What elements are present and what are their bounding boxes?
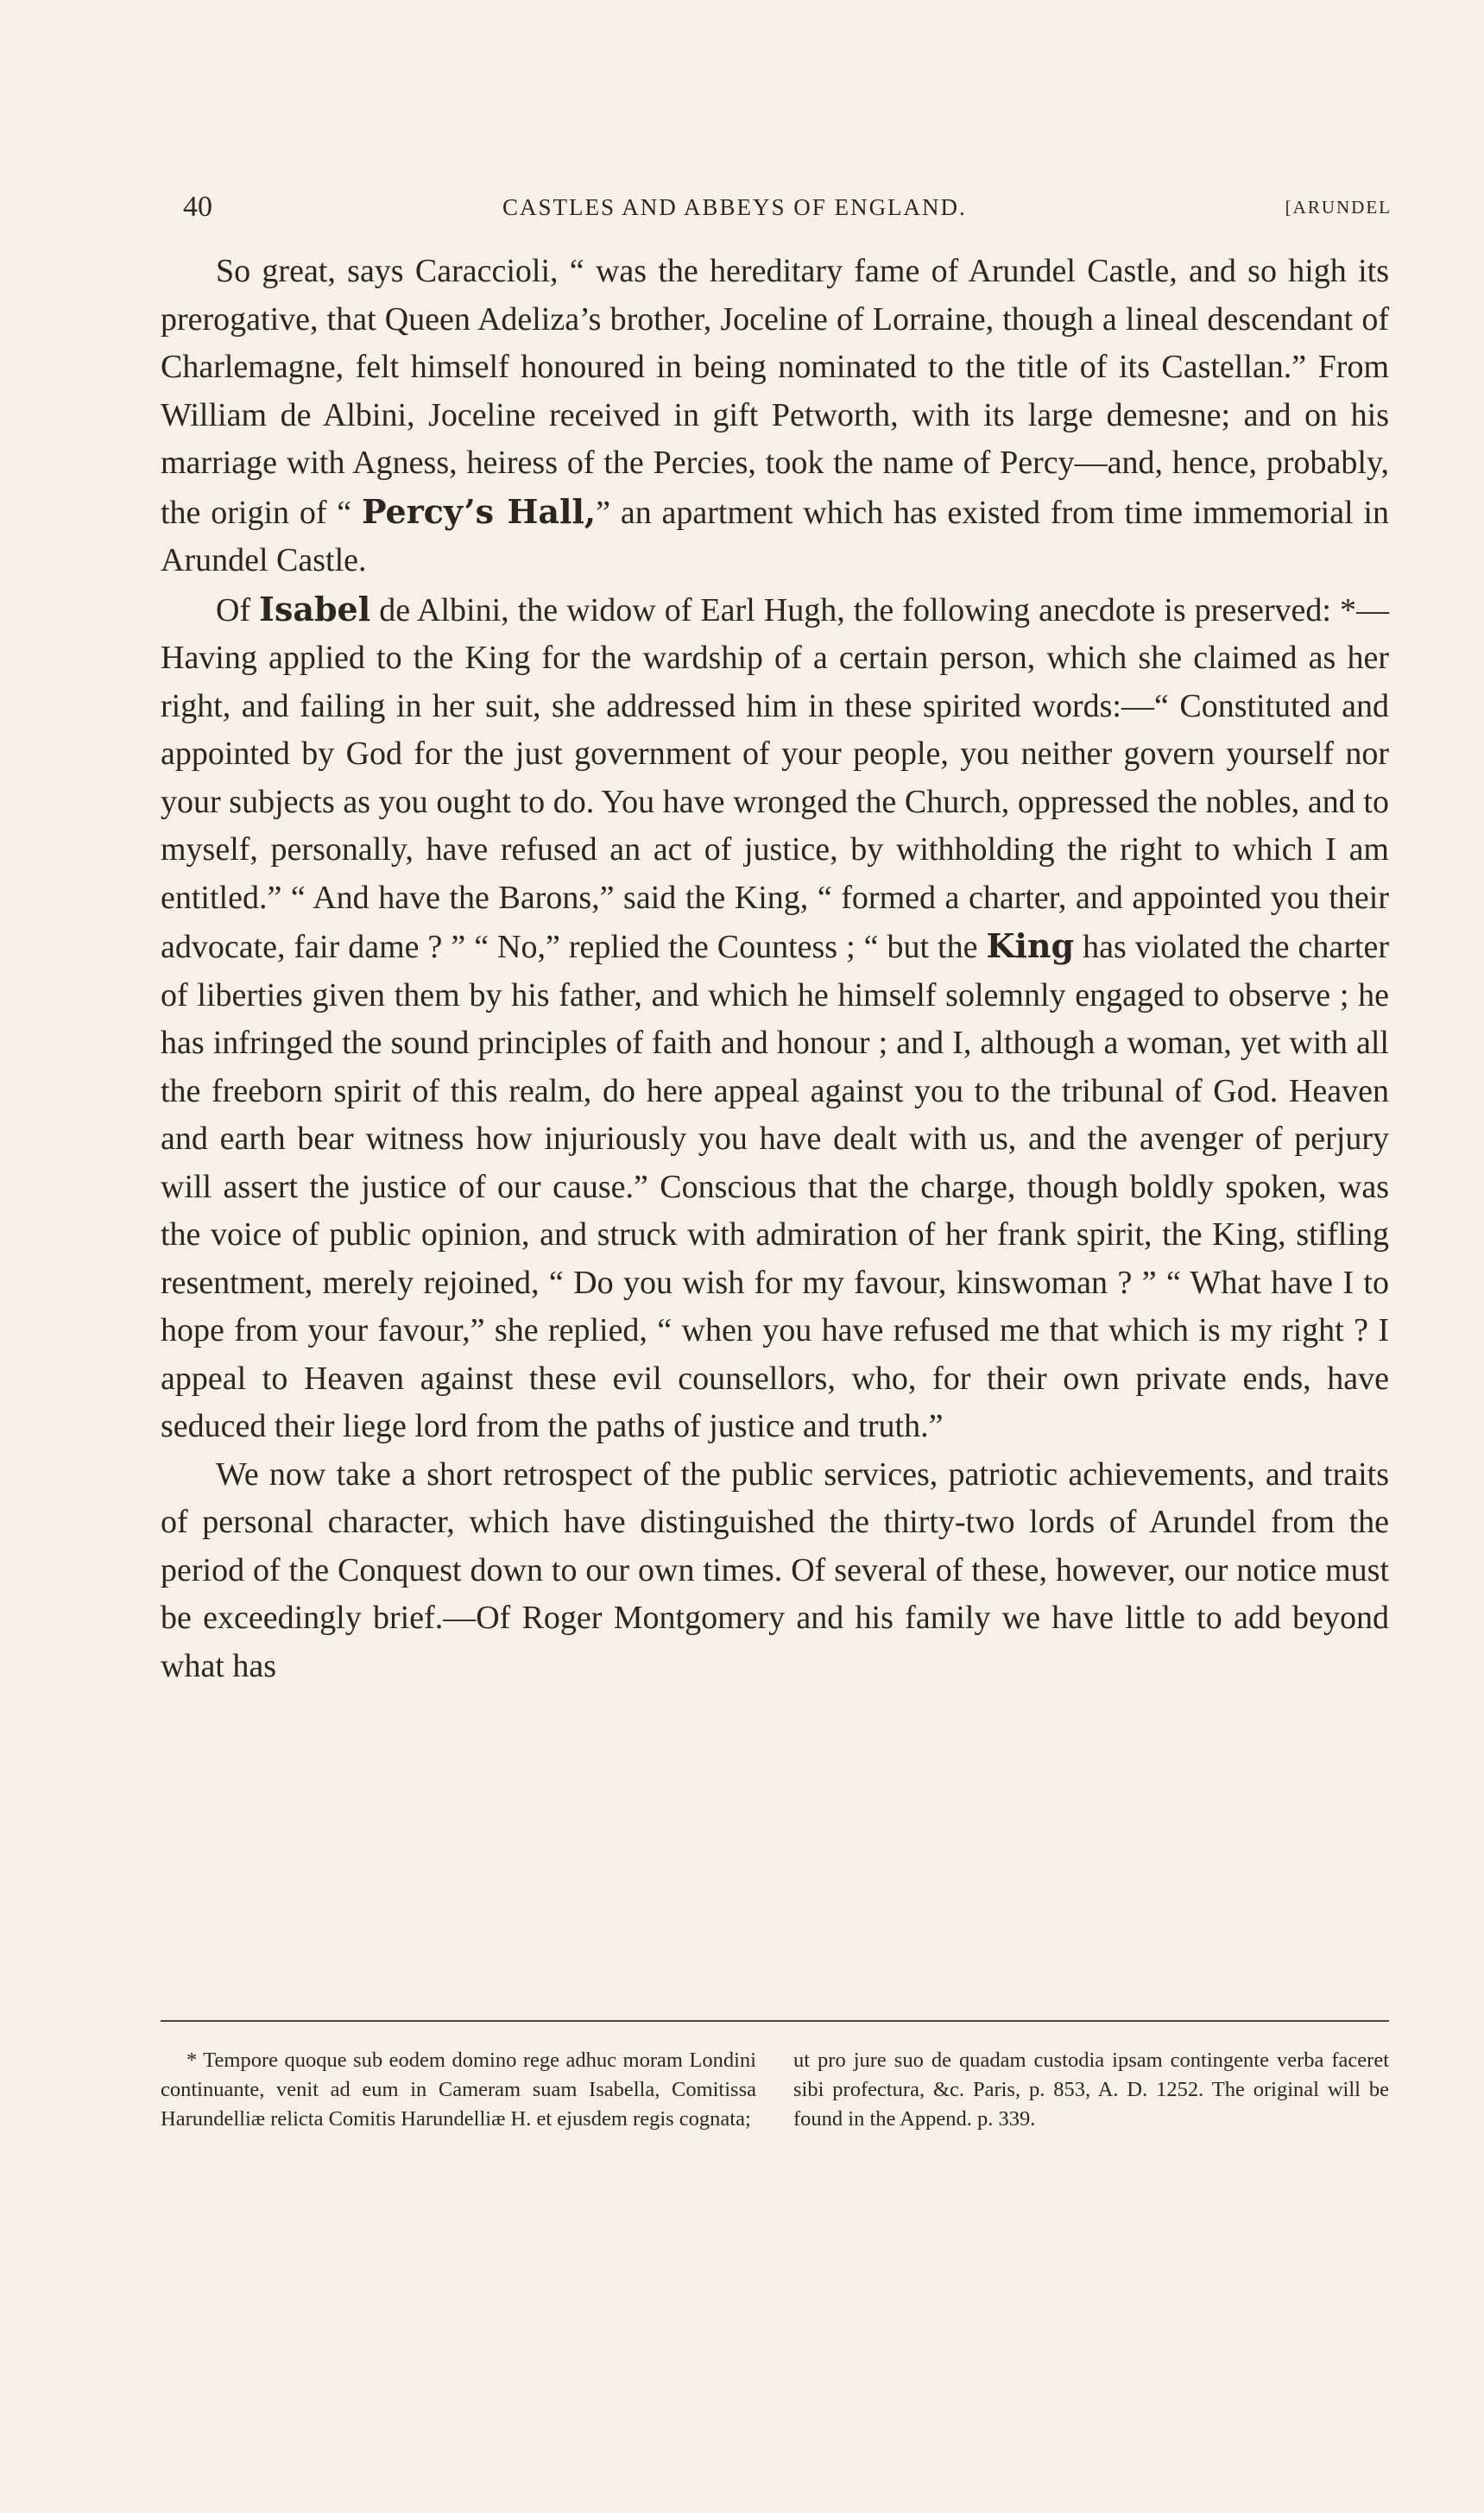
main-text bbox=[161, 248, 1389, 1690]
blackletter-king: King bbox=[986, 926, 1075, 965]
paragraph-1-text-b: ” an apartment which has existed from time immemorial in Arundel Castle. bbox=[161, 494, 1389, 578]
footnote-divider bbox=[161, 2020, 1389, 2022]
running-head bbox=[183, 188, 1392, 226]
running-title: CASTLES AND ABBEYS OF ENGLAND. bbox=[502, 194, 967, 220]
footnote-column-2: ut pro jure suo de quadam custodia ipsam contingente verba faceret sibi profectura, &c. Paris, p. 853, A. D. 1252. The original will be found in the Append. p. 339. bbox=[793, 2049, 1389, 2131]
paragraph-3: We now take a short retrospect of the public services, patriotic achievements, and traits of personal character, which have distinguished the thirty-two lords of Arundel from the period of the Conquest down to our own times. Of several of these, however, our notice must be exceedingly brief.—Of Roger Montgomery and his family we have little to add beyond what has bbox=[161, 1455, 1389, 1684]
paragraph-2 bbox=[161, 585, 1389, 1451]
section-marker: [ARUNDEL bbox=[1285, 197, 1392, 218]
footnote bbox=[161, 2046, 1389, 2134]
paragraph-2-text-b: de Albini, the widow of Earl Hugh, the following anecdote is preserved: *—Having applied to the King for the wardship of a certain person, which she claimed as her right, and failing in her suit, she addressed him in these spirited words:—“ Constituted and appointed by God for the just government of your people, you neither govern yourself nor your subjects as you ought to do. You have wronged the Church, oppressed the nobles, and to myself, personally, have refused an act of justice, by withholding the right to which I am entitled.” “ And have the Barons,” said the King, “ formed a charter, and appointed you their advocate, fair dame ? ” “ No,” replied the Countess ; “ but the bbox=[161, 591, 1389, 965]
footnote-column-1: * Tempore quoque sub eodem domino rege adhuc moram Londini continuante, venit ad eum in Cameram suam Isabella, Comitissa Harundelliæ relicta Comitis Harundelliæ H. et ejusdem regis cognata; bbox=[161, 2049, 756, 2131]
blackletter-isabel: Isabel bbox=[259, 589, 371, 628]
page-number: 40 bbox=[183, 191, 212, 223]
paragraph-2-text-c: has violated the charter of liberties given them by his father, and which he himself solemnly engaged to observe ; he has infringed the sound principles of faith and honour ; and I, although a woman, yet with all the freeborn spirit of this realm, do here appeal against you to the tribunal of God. Heaven and earth bear witness how injuriously you have dealt with us, and the avenger of perjury will assert the justice of our cause.” Conscious that the charge, though boldly spoken, was the voice of public opinion, and struck with admiration of her frank spirit, the King, stifling resentment, merely rejoined, “ Do you wish for my favour, kinswoman ? ” “ What have I to hope from your favour,” she replied, “ when you have refused me that which is my right ? I appeal to Heaven against these evil counsellors, who, for their own private ends, have seduced their liege lord from the paths of justice and truth.” bbox=[161, 929, 1389, 1444]
paragraph-2-text-a: Of bbox=[216, 591, 260, 628]
paragraph-1-text-a: So great, says Caraccioli, “ was the hereditary fame of Arundel Castle, and so high its prerogative, that Queen Adeliza’s brother, Joceline of Lorraine, though a lineal descendant of Charlemagne, felt himself honoured in being nominated to the title of its Castellan.” From William de Albini, Joceline received in gift Petworth, with its large demesne; and on his marriage with Agness, heiress of the Percies, took the name of Percy—and, hence, probably, the origin of “ bbox=[161, 253, 1389, 531]
paragraph-1 bbox=[161, 248, 1389, 585]
blackletter-percys-hall: Percy’s Hall, bbox=[361, 491, 597, 531]
